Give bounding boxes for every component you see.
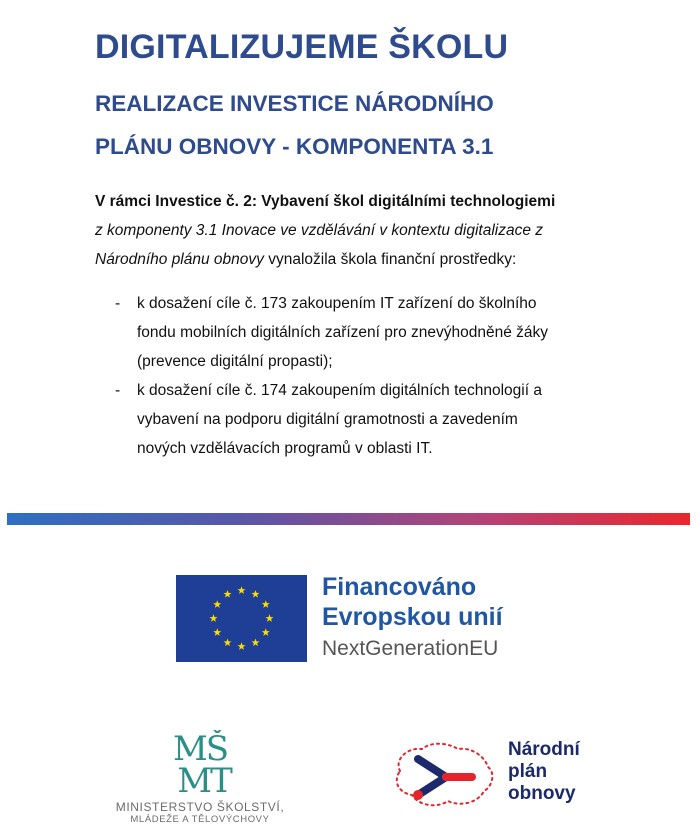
npo-line-2: plán [508,761,548,782]
svg-text:MT: MT [177,761,231,796]
msmt-logo [100,730,300,830]
eu-star-icon [210,614,218,622]
msmt-line-2: MLÁDEŽE A TĚLOVÝCHOVY [130,814,270,825]
eu-star-icon [262,600,270,608]
intro-paragraph [95,187,655,274]
eu-star-icon [213,628,221,636]
list-item [95,289,655,376]
bullet-dash: - [115,295,121,312]
eu-stars-icon [176,575,307,662]
msmt-line-1: MINISTERSTVO ŠKOLSTVÍ, [115,800,285,814]
bullet-list [95,289,655,463]
svg-text:MŠ: MŠ [172,730,228,769]
npo-line-1: Národní [508,739,580,760]
list-item-line: fondu mobilních digitálních zařízení pro znevýhodněné žáky [137,324,548,341]
eu-star-icon [224,639,232,647]
intro-last-line [95,245,655,274]
list-item-line: k dosažení cíle č. 174 zakoupením digitálních technologií a [137,382,542,399]
intro-tail: vynaložila škola finanční prostředky: [263,251,517,268]
eu-star-icon [252,639,260,647]
intro-bold-line: V rámci Investice č. 2: Vybavení škol digitálními technologiemi [95,193,556,210]
eu-star-icon [266,614,274,622]
intro-italic-plan: Národního plánu obnovy [95,251,264,268]
subtitle-line-1: REALIZACE INVESTICE NÁRODNÍHO [95,91,494,116]
eu-flag-icon [176,575,307,662]
list-item-line: (prevence digitální propasti); [137,353,333,370]
eu-funding-text [322,572,503,666]
intro-italic-line: z komponenty 3.1 Inovace ve vzdělávání v kontextu digitalizace z [95,222,544,239]
czech-map-icon [388,737,500,817]
eu-star-icon [224,590,232,598]
list-item-line: vybavení na podporu digitální gramotnosti a zavedením [137,411,518,428]
eu-star-icon [252,590,260,598]
eu-text-line-1: Financováno [322,573,477,601]
npo-line-3: obnovy [508,783,576,804]
eu-text-line-2: Evropskou unií [322,603,503,631]
list-item [95,376,655,463]
eu-star-icon [238,642,246,650]
eu-text-line-3: NextGenerationEU [322,637,499,660]
subtitle-line-2: PLÁNU OBNOVY - KOMPONENTA 3.1 [95,134,494,159]
gradient-divider [7,513,690,525]
eu-star-icon [213,600,221,608]
bullet-dash: - [115,382,121,399]
npo-text [508,739,580,805]
eu-star-icon [238,586,246,594]
page-title: DIGITALIZUJEME ŠKOLU [95,28,509,66]
eu-star-icon [262,628,270,636]
list-item-line: k dosažení cíle č. 173 zakoupením IT zařízení do školního [137,295,537,312]
msmt-mark-icon [146,730,254,796]
list-item-line: nových vzdělávacích programů v oblasti IT. [137,440,433,457]
npo-logo [388,735,618,825]
